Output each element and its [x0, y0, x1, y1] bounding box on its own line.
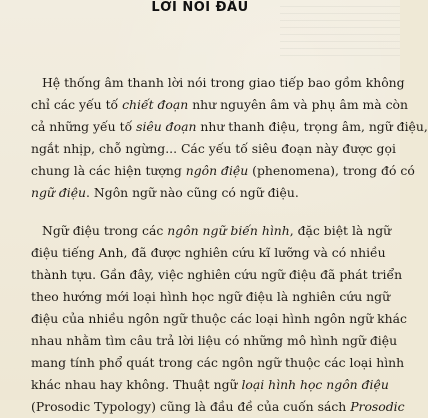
text-run: theo hướng mới loại hình học ngữ điệu là nghiên cứu ngữ [31, 289, 391, 304]
text-run: nhau nhằm tìm câu trả lời liệu có những mô hình ngữ điệu [31, 333, 398, 348]
paragraph-1-line-2 [31, 94, 408, 116]
page-title: LỜI NÓI ĐẦU [151, 0, 249, 15]
paragraph-1-line-5 [31, 160, 415, 182]
text-run: như thanh điệu, trọng âm, ngữ điệu, [196, 119, 428, 134]
text-run: điệu tiếng Anh, đã được nghiên cứu kĩ lưỡng và có nhiều [31, 245, 386, 260]
text-run: như nguyên âm và phụ âm mà còn [188, 97, 408, 112]
paragraph-1 [31, 72, 428, 204]
text-run-italic: chiết đoạn [122, 97, 189, 112]
text-run-italic: Prosodic [350, 399, 405, 414]
text-run-italic: ngôn điệu [185, 163, 249, 178]
paragraph-2-line-3 [31, 264, 403, 286]
text-run: ngắt nhịp, chỗ ngừng... Các yếu tố siêu đoạn này được gọi [31, 141, 396, 156]
text-run: Hệ thống âm thanh lời nói trong giao tiếp bao gồm không [42, 75, 405, 90]
text-run: (Prosodic Typology) cũng là đầu đề của cuốn sách [31, 399, 351, 414]
text-run: . Ngôn ngữ nào cũng có ngữ điệu. [86, 185, 299, 200]
paragraph-1-line-3 [31, 116, 428, 138]
paragraph-2-line-5 [31, 308, 407, 330]
paragraph-2-line-2 [31, 242, 386, 264]
paragraph-2-line-9 [31, 396, 405, 418]
text-run-italic: siêu đoạn [136, 119, 197, 134]
paragraph-2-line-1 [31, 220, 392, 242]
paragraph-1-line-1 [31, 72, 405, 94]
text-run: khác nhau hay không. Thuật ngữ [31, 377, 242, 392]
text-run: , đặc biệt là ngữ [289, 223, 392, 238]
paragraph-2-line-8 [31, 374, 389, 396]
text-run: thành tựu. Gần đây, việc nghiên cứu ngữ điệu đã phát triển [31, 267, 403, 282]
text-run-italic: ngữ điệu [31, 185, 87, 200]
paragraph-1-line-4 [31, 138, 396, 160]
text-run: chung là các hiện tượng [31, 163, 186, 178]
text-run: điệu của nhiều ngôn ngữ thuộc các loại hình ngôn ngữ khác [31, 311, 407, 326]
text-run: mang tính phổ quát trong các ngôn ngữ thuộc các loại hình [31, 355, 405, 370]
text-run-italic: ngôn ngữ biến hình [167, 223, 290, 238]
paragraph-gap [31, 204, 370, 220]
text-run-italic: loại hình học ngôn điệu [241, 377, 389, 392]
paragraph-2-line-7 [31, 352, 405, 374]
paragraph-1-line-6 [31, 182, 370, 204]
paragraph-2-line-4 [31, 286, 391, 308]
text-run: cả những yếu tố [31, 119, 137, 134]
text-run: chỉ các yếu tố [31, 97, 123, 112]
paragraph-2-line-6 [31, 330, 398, 352]
text-run: Ngữ điệu trong các [42, 223, 168, 238]
paragraph-2 [31, 220, 407, 418]
text-run: (phenomena), trong đó có [248, 163, 415, 178]
page-body [31, 72, 428, 418]
